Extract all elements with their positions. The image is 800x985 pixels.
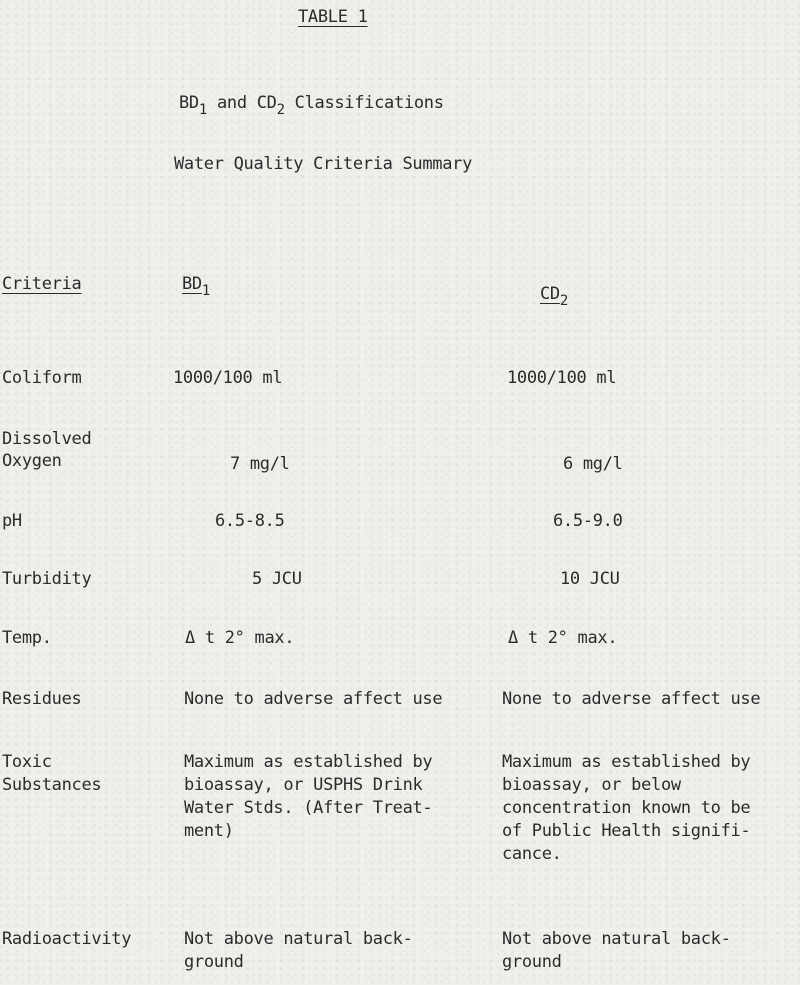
row-criteria-coliform: Coliform bbox=[2, 368, 82, 388]
row-cd-toxic-substances: Maximum as established by bioassay, or below concentration known to be of Public Health signifi- cance. bbox=[502, 752, 751, 864]
column-header-bd bbox=[182, 273, 210, 302]
title-rest: Classifications bbox=[284, 93, 444, 113]
row-bd-dissolved-oxygen: 7 mg/l bbox=[230, 454, 290, 474]
table-subtitle: Water Quality Criteria Summary bbox=[174, 154, 473, 174]
title-bd: BD bbox=[179, 93, 199, 113]
column-header-cd bbox=[540, 283, 568, 312]
column-header-bd-text: BD bbox=[182, 274, 202, 294]
row-cd-turbidity: 10 JCU bbox=[560, 569, 620, 589]
column-header-cd-text: CD bbox=[540, 284, 560, 304]
row-criteria-residues: Residues bbox=[2, 689, 82, 709]
row-criteria-radioactivity: Radioactivity bbox=[2, 929, 132, 949]
title-cd-subscript: 2 bbox=[276, 102, 285, 118]
column-header-criteria: Criteria bbox=[2, 274, 82, 294]
row-bd-ph: 6.5-8.5 bbox=[215, 511, 285, 531]
title-bd-subscript: 1 bbox=[198, 102, 208, 118]
row-bd-toxic-substances: Maximum as established by bioassay, or USPHS Drink Water Stds. (After Treat- ment) bbox=[184, 752, 433, 841]
column-header-cd-subscript: 2 bbox=[559, 293, 569, 309]
row-cd-radioactivity: Not above natural back- ground bbox=[502, 929, 731, 972]
title-and-cd: and CD bbox=[207, 93, 277, 113]
row-cd-dissolved-oxygen: 6 mg/l bbox=[563, 454, 623, 474]
row-cd-ph: 6.5-9.0 bbox=[553, 511, 623, 531]
row-cd-coliform: 1000/100 ml bbox=[507, 368, 617, 388]
row-bd-residues: None to adverse affect use bbox=[184, 689, 443, 709]
row-bd-temp: Δ t 2° max. bbox=[185, 628, 295, 648]
row-criteria-turbidity: Turbidity bbox=[2, 569, 92, 589]
row-cd-temp: Δ t 2° max. bbox=[508, 628, 618, 648]
row-criteria-ph: pH bbox=[2, 511, 22, 531]
table-title bbox=[179, 92, 444, 121]
table-label: TABLE 1 bbox=[298, 7, 368, 27]
row-criteria-dissolved-oxygen: Dissolved Oxygen bbox=[2, 429, 92, 471]
row-bd-turbidity: 5 JCU bbox=[252, 569, 302, 589]
row-criteria-temp: Temp. bbox=[2, 628, 52, 648]
column-header-bd-subscript: 1 bbox=[201, 283, 211, 299]
row-bd-radioactivity: Not above natural back- ground bbox=[184, 929, 413, 972]
row-cd-residues: None to adverse affect use bbox=[502, 689, 761, 709]
row-criteria-toxic-substances: Toxic Substances bbox=[2, 752, 102, 795]
row-bd-coliform: 1000/100 ml bbox=[173, 368, 283, 388]
